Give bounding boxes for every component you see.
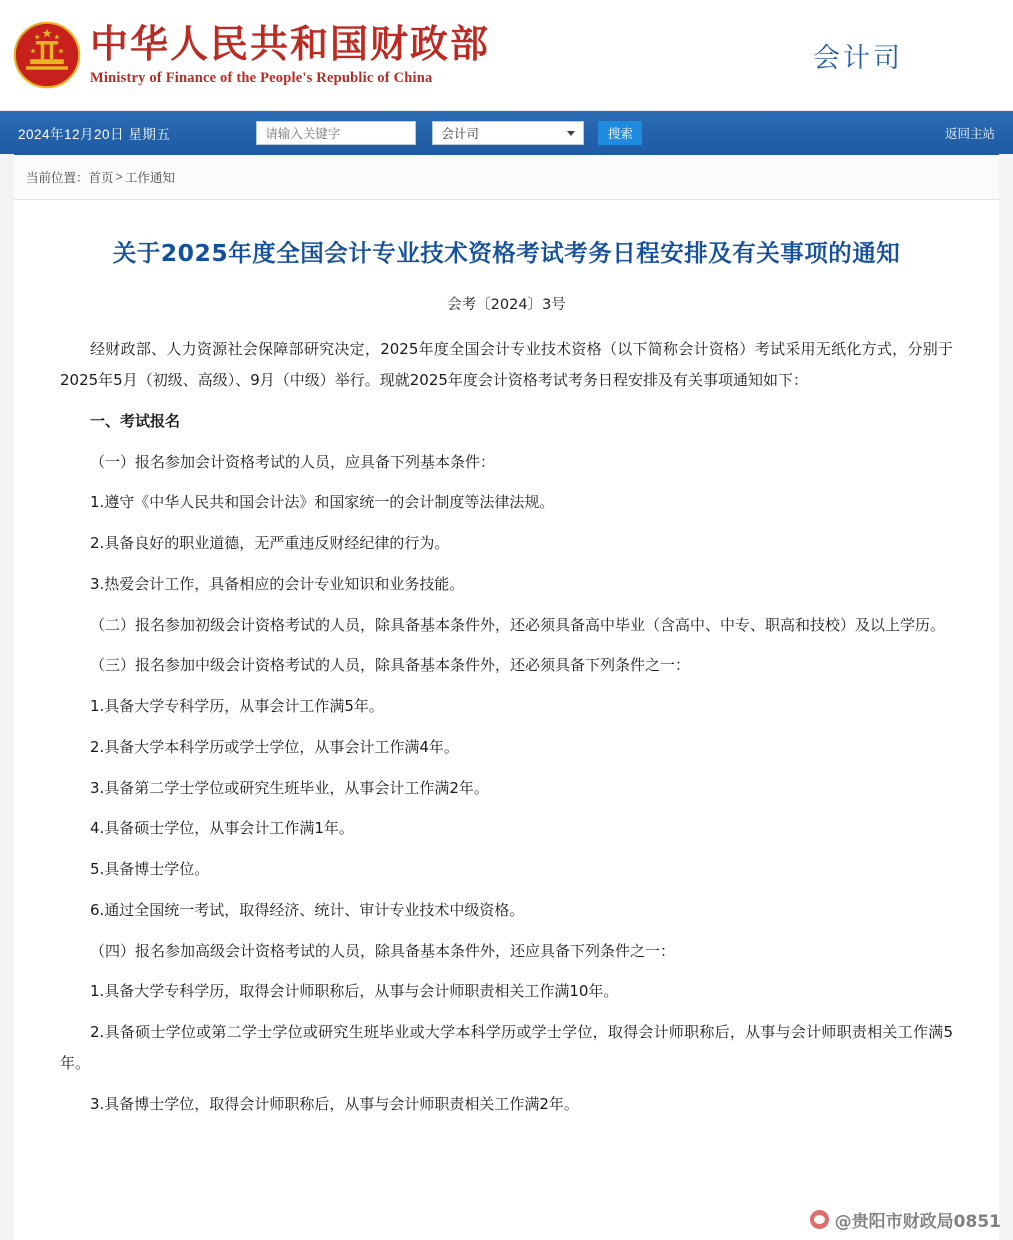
current-date: 2024年12月20日 星期五 <box>18 127 171 142</box>
breadcrumb-home-link[interactable]: 首页 <box>88 171 114 185</box>
breadcrumb-current[interactable]: 工作通知 <box>124 171 175 185</box>
site-title-block <box>90 23 490 88</box>
article-paragraph: 3.热爱会计工作，具备相应的会计专业知识和业务技能。 <box>90 574 465 593</box>
article-paragraph: 3.具备第二学士学位或研究生班毕业，从事会计工作满2年。 <box>90 778 489 797</box>
search-area <box>256 121 642 145</box>
article-paragraph: （四）报名参加高级会计资格考试的人员，除具备基本条件外，还应具备下列条件之一： <box>90 941 676 960</box>
weibo-icon <box>810 1210 829 1229</box>
top-nav-bar <box>0 111 1013 155</box>
watermark <box>810 1207 1001 1232</box>
article-paragraph: 经财政部、人力资源社会保障部研究决定，2025年度全国会计专业技术资格（以下简称会计资格）考试采用无纸化方式，分别于2025年5月（初级、高级）、9月（中级）举行。现就2025年度会计资格考试考务日程安排及有关事项通知如下： <box>60 340 953 389</box>
article-paragraph: （二）报名参加初级会计资格考试的人员，除具备基本条件外，还必须具备高中毕业（含高中、中专、职高和技校）及以上学历。 <box>90 615 946 634</box>
department-name: 会计司 <box>813 43 903 74</box>
search-scope-value: 会计司 <box>441 127 479 141</box>
article-paragraph: 3.具备博士学位，取得会计师职称后，从事与会计师职责相关工作满2年。 <box>90 1094 579 1113</box>
article-paragraph: 1.具备大学专科学历，取得会计师职称后，从事与会计师职责相关工作满10年。 <box>90 982 619 1001</box>
article-paragraph: 2.具备硕士学位或第二学士学位或研究生班毕业或大学本科学历或学士学位，取得会计师职称后，从事与会计师职责相关工作满5年。 <box>60 1023 953 1072</box>
breadcrumb-label: 当前位置： <box>26 171 89 185</box>
chevron-down-icon <box>567 131 575 136</box>
search-button[interactable]: 搜索 <box>598 121 642 145</box>
site-header <box>0 0 1013 111</box>
article-paragraph: 2.具备良好的职业道德，无严重违反财经纪律的行为。 <box>90 534 450 552</box>
page-edge-right <box>999 154 1013 1240</box>
article-paragraph: 6.通过全国统一考试，取得经济、统计、审计专业技术中级资格。 <box>90 900 525 919</box>
page-title: 关于2025年度全国会计专业技术资格考试考务日程安排及有关事项的通知 <box>112 239 901 267</box>
article-paragraph: 1.遵守《中华人民共和国会计法》和国家统一的会计制度等法律法规。 <box>90 493 555 512</box>
page-edge-left <box>0 154 14 1240</box>
breadcrumb <box>0 155 1013 200</box>
article-paragraph-list <box>60 334 953 1119</box>
back-to-main-site-link[interactable]: 返回主站 <box>944 127 995 141</box>
search-scope-select[interactable] <box>432 121 584 145</box>
article-paragraph: （三）报名参加中级会计资格考试的人员，除具备基本条件外，还必须具备下列条件之一： <box>90 656 691 675</box>
article-paragraph: 2.具备大学本科学历或学士学位，从事会计工作满4年。 <box>90 737 459 756</box>
breadcrumb-separator: > <box>115 170 123 184</box>
article-paragraph: 4.具备硕士学位，从事会计工作满1年。 <box>90 819 354 838</box>
document-number: 会考〔2024〕3号 <box>447 297 566 314</box>
watermark-text: @贵阳市财政局0851 <box>834 1212 1001 1232</box>
site-title-cn: 中华人民共和国财政部 <box>90 21 491 66</box>
article-paragraph: 1.具备大学专科学历，从事会计工作满5年。 <box>90 697 384 715</box>
article-body <box>0 200 1013 1139</box>
article-section-heading: 一、考试报名 <box>90 411 181 430</box>
article-paragraph: 5.具备博士学位。 <box>90 860 210 878</box>
site-title-en: Ministry of Finance of the People's Republic of China <box>90 70 433 87</box>
china-national-emblem-icon <box>12 20 82 90</box>
search-input[interactable] <box>256 121 416 145</box>
article-paragraph: （一）报名参加会计资格考试的人员，应具备下列基本条件： <box>90 452 496 471</box>
